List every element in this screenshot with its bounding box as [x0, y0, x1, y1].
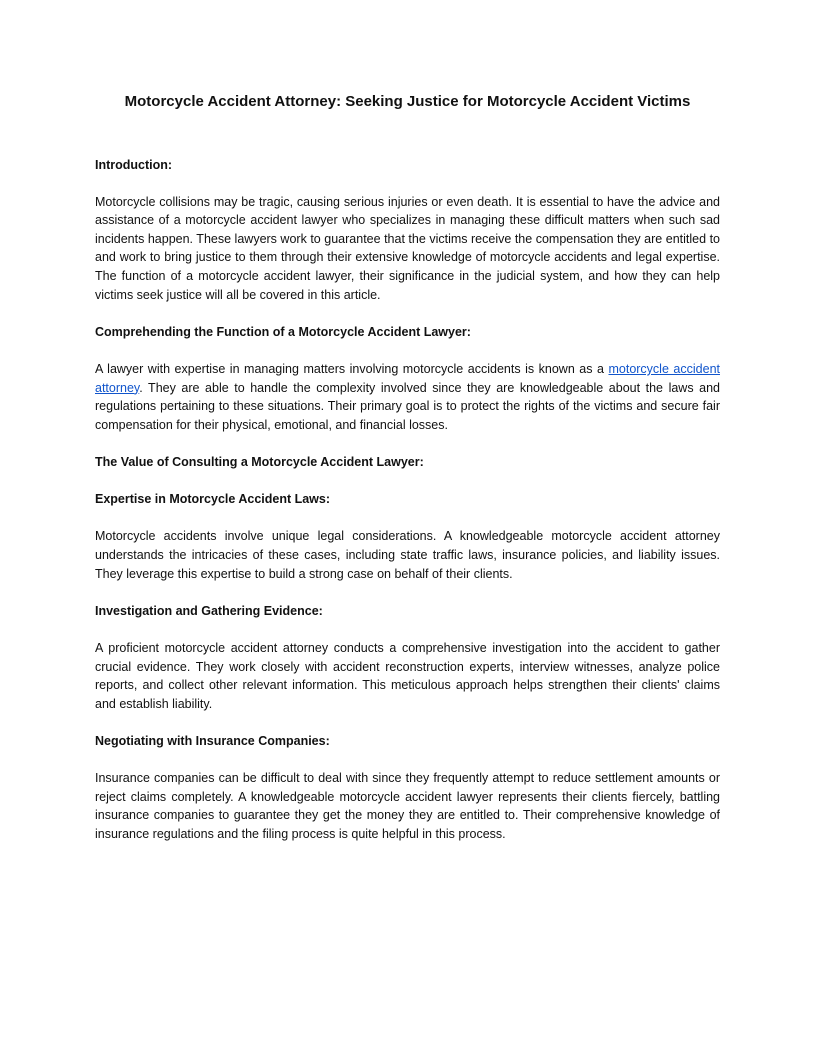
paragraph-comprehending-pre-link-text: A lawyer with expertise in managing matters involving motorcycle accidents is known as a [95, 362, 609, 377]
paragraph-comprehending-post-link-text: . They are able to handle the complexity involved since they are knowledgeable about the laws and regulations pertaining to these situations. Their primary goal is to protect the rights of the victims and secure fair compensation for their physical, emotional, and financial losses. [95, 380, 720, 432]
heading-negotiating: Negotiating with Insurance Companies: [95, 733, 330, 748]
heading-investigation: Investigation and Gathering Evidence: [95, 603, 323, 618]
heading-introduction: Introduction: [95, 157, 173, 172]
heading-expertise: Expertise in Motorcycle Accident Laws: [95, 492, 331, 507]
document-title: Motorcycle Accident Attorney: Seeking Justice for Motorcycle Accident Victims [124, 93, 691, 110]
paragraph-investigation: A proficient motorcycle accident attorney conducts a comprehensive investigation into the accident to gather crucial evidence. They work closely with accident reconstruction experts, interview witnesses, analyze police reports, and collect other relevant information. This meticulous approach helps strengthen their clients' claims and establish liability. [95, 640, 720, 711]
heading-value-of-consulting: The Value of Consulting a Motorcycle Accident Lawyer: [95, 455, 424, 469]
paragraph-comprehending-function [95, 360, 720, 434]
paragraph-expertise: Motorcycle accidents involve unique legal considerations. A knowledgeable motorcycle accident attorney understands the intricacies of these cases, including state traffic laws, insurance policies, and liability issues. They leverage this expertise to build a strong case on behalf of their clients. [95, 529, 720, 581]
paragraph-introduction: Motorcycle collisions may be tragic, causing serious injuries or even death. It is essential to have the advice and assistance of a motorcycle accident lawyer who specializes in managing these difficult matters when such sad incidents happen. These lawyers work to guarantee that the victims receive the compensation they are entitled to and work to bring justice to them through their extensive knowledge of motorcycle accidents and legal expertise. The function of a motorcycle accident lawyer, their significance in the judicial system, and how they can help victims seek justice will all be covered in this article. [95, 194, 720, 302]
heading-comprehending-function: Comprehending the Function of a Motorcycle Accident Lawyer: [95, 324, 471, 339]
paragraph-negotiating: Insurance companies can be difficult to deal with since they frequently attempt to reduce settlement amounts or reject claims completely. A knowledgeable motorcycle accident lawyer represents their clients fiercely, battling insurance companies to guarantee they get the money they are entitled to. Their comprehensive knowledge of insurance regulations and the filing process is quite helpful in this process. [95, 771, 720, 841]
motorcycle-accident-attorney-link[interactable]: motorcycle accident attorney [95, 362, 720, 395]
